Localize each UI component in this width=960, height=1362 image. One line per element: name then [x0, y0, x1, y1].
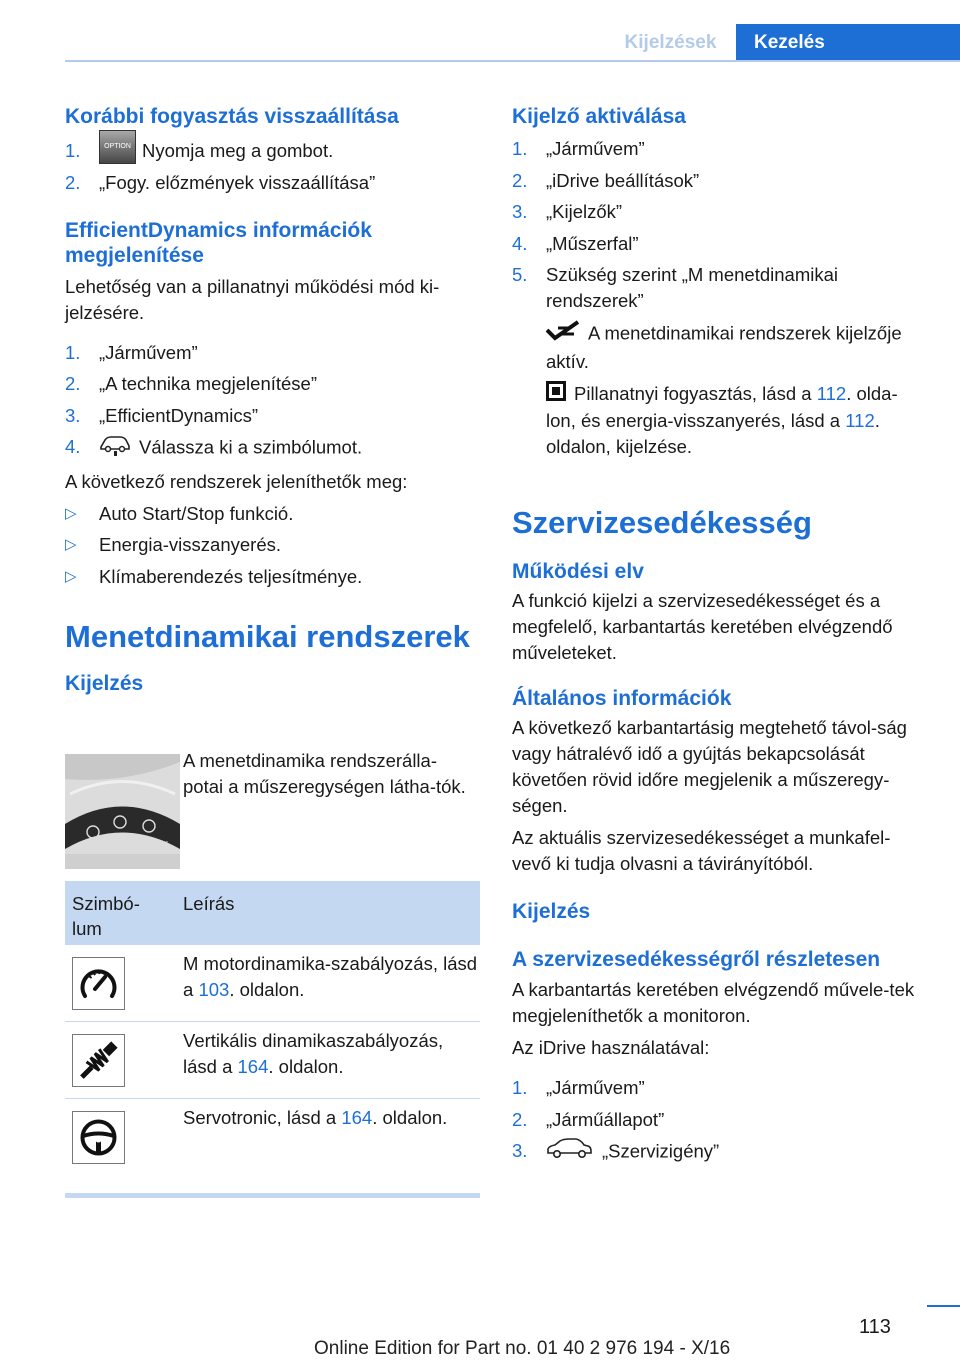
list-item: 3. „EfficientDynamics”	[65, 404, 259, 426]
table-header	[65, 881, 480, 945]
heading-reset: Korábbi fogyasztás visszaállítása	[65, 105, 399, 128]
list-item: 2. „Fogy. előzmények visszaállítása”	[65, 171, 376, 193]
heading-service: Szervizesedékesség	[512, 505, 812, 541]
right-column	[512, 98, 927, 1173]
table-row	[65, 945, 480, 1022]
list-item: ▷ Energia-visszanyerés.	[65, 534, 281, 556]
heading-detail: A szervizesedékességről részletesen	[512, 948, 881, 972]
car-icon	[99, 434, 131, 463]
svg-text:Sport: Sport	[115, 836, 127, 842]
activate-steps	[512, 136, 927, 314]
header-tab-kezeles[interactable]: Kezelés	[736, 24, 960, 61]
list-item: 3. „Szervizigény”	[512, 1138, 927, 1167]
instrument-cluster-image	[65, 754, 180, 869]
square-bullet-icon	[546, 381, 566, 408]
list-item: 1. „Járművem”	[512, 1077, 645, 1099]
option-button-icon	[99, 130, 136, 164]
steering-wheel-icon	[72, 1111, 125, 1164]
sub-note-1: A menetdinamikai rendszerek kijelzője aktív.	[546, 320, 927, 375]
svg-text:Efficient: Efficient	[87, 843, 105, 849]
idrive-steps	[512, 1075, 927, 1167]
list-item: ▷ Auto Start/Stop funkció.	[65, 502, 294, 524]
page-link[interactable]: 112	[845, 410, 875, 432]
general-text-2: Az aktuális szervizesedékességet a munkafel-vevő ki tudja olvasni a távirányítóból.	[512, 827, 891, 875]
list-item: 4. Válassza ki a szimbólumot.	[65, 434, 480, 463]
header-rule	[65, 60, 960, 62]
table-header-description: Leírás	[183, 893, 235, 914]
list-item: 1. OPTION Nyomja meg a gombot.	[65, 138, 480, 164]
heading-activate: Kijelző aktiválása	[512, 105, 686, 128]
m-dynamic-mode-icon	[72, 957, 125, 1010]
list-item: 3. „Kijelzők”	[512, 201, 623, 222]
symbol-table	[65, 881, 480, 1198]
kijelzes-text: A menetdinamika rendszerálla-potai a műszeregységen látha-tók.	[183, 750, 466, 797]
principle-text: A funkció kijelzi a szervizesedékességet és a megfelelő, karbantartás keretében elvégzendő műveleteket.	[512, 590, 893, 664]
header-tab-kijelzesek[interactable]: Kijelzések	[624, 32, 717, 53]
svg-text:Sport Plus: Sport Plus	[145, 840, 169, 846]
heading-principle: Működési elv	[512, 560, 644, 584]
page-link[interactable]: 112	[816, 382, 847, 404]
table-cell-description: Vertikális dinamikaszabályozás, lásd a 164. oldalon.	[183, 1030, 444, 1077]
heading-efficient: EfficientDynamics információk megjelenítése	[65, 218, 372, 267]
efficient-intro: Lehetőség van a pillanatnyi működési mód ki-jelzésére.	[65, 275, 440, 323]
edition-footer: Online Edition for Part no. 01 40 2 976 194 - X/16	[314, 1338, 731, 1359]
page-link[interactable]: 164	[237, 1056, 269, 1077]
table-bottom-rule	[65, 1193, 480, 1198]
heading-general: Általános információk	[512, 687, 732, 711]
page-link[interactable]: 103	[198, 979, 230, 1000]
efficient-steps	[65, 340, 480, 464]
list-item: 2. „A technika megjelenítése”	[65, 373, 318, 395]
page-number: 113	[859, 1316, 891, 1338]
systems-list	[65, 501, 480, 590]
page-link[interactable]: 164	[341, 1107, 373, 1128]
table-row	[65, 1099, 480, 1175]
check-flag-icon	[546, 320, 580, 349]
heading-kijelzes-left: Kijelzés	[65, 671, 144, 695]
table-row	[65, 1022, 480, 1099]
idrive-intro: Az iDrive használatával:	[512, 1037, 710, 1059]
list-item: 1. „Járművem”	[65, 341, 198, 363]
table-header-symbol: Szimbó-lum	[72, 893, 140, 939]
general-text-1: A következő karbantartásig megtehető távol-ság vagy hátralévő idő a gyújtás bekapcsolását követően rövid időre megjelenik a műszeregy-ségen.	[512, 717, 907, 817]
systems-intro: A következő rendszerek jeleníthetők meg:	[65, 470, 408, 492]
footer-rule	[927, 1305, 960, 1307]
list-item: 2. „Járműállapot”	[512, 1108, 665, 1130]
list-item: ▷ Klímaberendezés teljesítménye.	[65, 565, 363, 587]
reset-steps	[65, 138, 480, 196]
detail-text: A karbantartás keretében elvégzendő művele-tek megjeleníthetők a monitoron.	[512, 979, 915, 1027]
list-item: 4. „Műszerfal”	[512, 232, 639, 254]
left-column	[65, 98, 480, 849]
table-cell-description: M motordinamika-szabályozás, lásd a 103. oldalon.	[183, 953, 478, 1000]
list-item: 1. „Járművem”	[512, 138, 645, 159]
car-service-icon	[546, 1138, 592, 1167]
heading-kijelzes-right: Kijelzés	[512, 900, 591, 924]
table-cell-description: Servotronic, lásd a 164. oldalon.	[183, 1107, 448, 1128]
list-item: 2. „iDrive beállítások”	[512, 169, 700, 191]
svg-text:OPTION: OPTION	[104, 143, 131, 151]
list-item: 5. Szükség szerint „M menetdinamikai rendszerek”	[512, 264, 838, 311]
heading-menetdinamika: Menetdinamikai rendszerek	[65, 618, 470, 654]
sub-note-2: Pillanatnyi fogyasztás, lásd a 112. olda-lon, és energia-visszanyerés, lásd a 112. oldalon, kijelzése.	[546, 382, 898, 458]
shock-absorber-icon	[72, 1034, 125, 1087]
